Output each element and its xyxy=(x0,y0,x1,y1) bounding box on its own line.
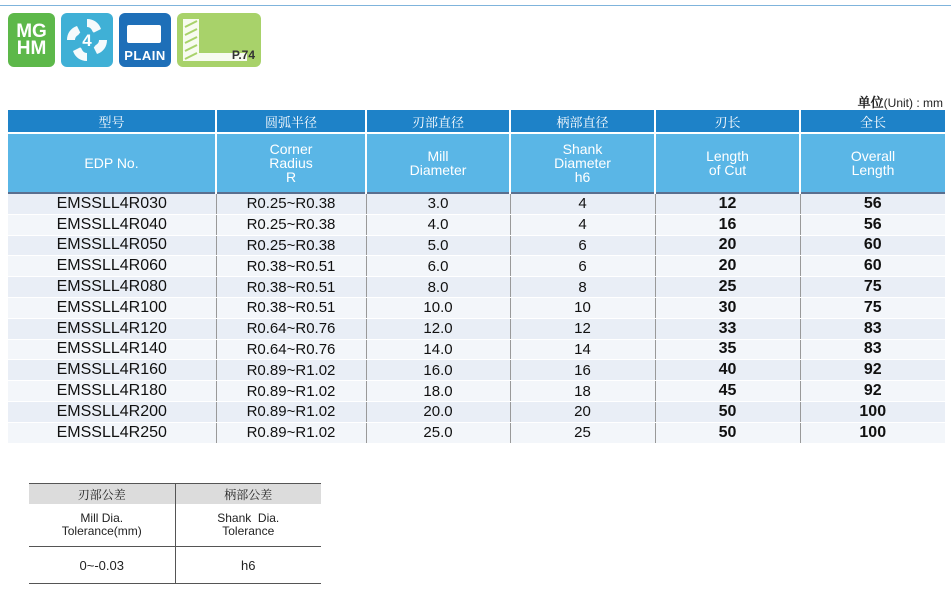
table-cell: EMSSLL4R140 xyxy=(8,339,216,360)
header-cn: 刃部直径 xyxy=(366,110,510,133)
table-row xyxy=(8,318,945,339)
material-line2: HM xyxy=(16,38,47,59)
table-cell: 6 xyxy=(510,235,655,256)
table-cell: 50 xyxy=(655,422,800,443)
table-cell: 25.0 xyxy=(366,422,510,443)
table-cell: R0.89~R1.02 xyxy=(216,381,366,402)
tolerance-cell: Shank Dia. Tolerance xyxy=(175,504,321,547)
header-row-en xyxy=(8,133,945,193)
table-row xyxy=(8,422,945,443)
unit-cn: 单位 xyxy=(857,95,884,110)
table-cell: EMSSLL4R030 xyxy=(8,193,216,214)
table-cell: R0.89~R1.02 xyxy=(216,401,366,422)
table-cell: R0.38~R0.51 xyxy=(216,277,366,298)
table-cell: R0.64~R0.76 xyxy=(216,318,366,339)
table-cell: 12 xyxy=(655,193,800,214)
header-en: EDP No. xyxy=(8,133,216,193)
tolerance-table xyxy=(29,483,321,584)
badge-row xyxy=(8,13,261,67)
header-en: Shank Diameter h6 xyxy=(510,133,655,193)
material-line1: MG xyxy=(16,21,47,42)
top-divider xyxy=(0,5,951,6)
table-cell: 4 xyxy=(510,214,655,235)
table-cell: 10.0 xyxy=(366,297,510,318)
tolerance-cell: 柄部公差 xyxy=(175,484,321,505)
table-cell: EMSSLL4R180 xyxy=(8,381,216,402)
table-cell: 14 xyxy=(510,339,655,360)
header-cn: 全长 xyxy=(800,110,945,133)
table-cell: EMSSLL4R250 xyxy=(8,422,216,443)
table-cell: 25 xyxy=(510,422,655,443)
header-cn: 刃长 xyxy=(655,110,800,133)
table-row xyxy=(8,381,945,402)
table-cell: 18 xyxy=(510,381,655,402)
header-en: Overall Length xyxy=(800,133,945,193)
header-en: Corner Radius R xyxy=(216,133,366,193)
table-cell: 16 xyxy=(655,214,800,235)
unit-en: (Unit) : mm xyxy=(883,96,943,110)
table-cell: EMSSLL4R060 xyxy=(8,256,216,277)
table-cell: 18.0 xyxy=(366,381,510,402)
spec-table xyxy=(8,110,945,444)
table-row xyxy=(8,360,945,381)
table-cell: 4 xyxy=(510,193,655,214)
tolerance-values xyxy=(29,547,321,584)
table-cell: 60 xyxy=(800,235,945,256)
shank-type-badge xyxy=(119,13,171,67)
header-cn: 柄部直径 xyxy=(510,110,655,133)
material-badge xyxy=(8,13,55,67)
flute-count: 4 xyxy=(82,31,92,50)
table-cell: 16.0 xyxy=(366,360,510,381)
table-cell: 100 xyxy=(800,422,945,443)
tolerance-cell: 0~-0.03 xyxy=(29,547,175,584)
table-cell: R0.38~R0.51 xyxy=(216,256,366,277)
table-cell: R0.25~R0.38 xyxy=(216,193,366,214)
table-cell: 12 xyxy=(510,318,655,339)
table-cell: 92 xyxy=(800,360,945,381)
table-row xyxy=(8,193,945,214)
header-row-cn xyxy=(8,110,945,133)
table-cell: 20 xyxy=(655,256,800,277)
table-cell: 75 xyxy=(800,297,945,318)
table-cell: 56 xyxy=(800,214,945,235)
tolerance-header-cn xyxy=(29,484,321,505)
table-cell: 6 xyxy=(510,256,655,277)
table-row xyxy=(8,214,945,235)
table-cell: R0.38~R0.51 xyxy=(216,297,366,318)
table-cell: R0.25~R0.38 xyxy=(216,214,366,235)
table-cell: 33 xyxy=(655,318,800,339)
table-cell: 45 xyxy=(655,381,800,402)
table-cell: R0.89~R1.02 xyxy=(216,422,366,443)
table-cell: 83 xyxy=(800,339,945,360)
table-cell: 50 xyxy=(655,401,800,422)
table-row xyxy=(8,401,945,422)
table-cell: EMSSLL4R200 xyxy=(8,401,216,422)
table-cell: 12.0 xyxy=(366,318,510,339)
table-row xyxy=(8,277,945,298)
shank-icon xyxy=(127,25,161,43)
table-cell: 40 xyxy=(655,360,800,381)
table-cell: 83 xyxy=(800,318,945,339)
table-cell: 4.0 xyxy=(366,214,510,235)
four-flute-icon xyxy=(61,13,113,67)
table-cell: 5.0 xyxy=(366,235,510,256)
table-cell: 20 xyxy=(655,235,800,256)
table-cell: 20 xyxy=(510,401,655,422)
table-cell: R0.64~R0.76 xyxy=(216,339,366,360)
flute-count-badge xyxy=(61,13,113,67)
table-row xyxy=(8,297,945,318)
table-cell: 25 xyxy=(655,277,800,298)
header-cn: 圆弧半径 xyxy=(216,110,366,133)
page-reference-badge xyxy=(177,13,261,67)
table-cell: EMSSLL4R040 xyxy=(8,214,216,235)
tolerance-cell: Mill Dia. Tolerance(mm) xyxy=(61,511,142,538)
table-cell: 30 xyxy=(655,297,800,318)
table-cell: 16 xyxy=(510,360,655,381)
tolerance-cell: 刃部公差 xyxy=(29,484,175,505)
table-row xyxy=(8,235,945,256)
header-en: Mill Diameter xyxy=(366,133,510,193)
table-cell: 3.0 xyxy=(366,193,510,214)
table-row xyxy=(8,339,945,360)
table-cell: 20.0 xyxy=(366,401,510,422)
table-cell: 56 xyxy=(800,193,945,214)
header-en: Length of Cut xyxy=(655,133,800,193)
table-cell: 8.0 xyxy=(366,277,510,298)
table-cell: EMSSLL4R160 xyxy=(8,360,216,381)
table-cell: R0.25~R0.38 xyxy=(216,235,366,256)
table-cell: 92 xyxy=(800,381,945,402)
table-cell: 35 xyxy=(655,339,800,360)
table-cell: 6.0 xyxy=(366,256,510,277)
table-cell: EMSSLL4R080 xyxy=(8,277,216,298)
header-cn: 型号 xyxy=(8,110,216,133)
table-cell: 60 xyxy=(800,256,945,277)
table-cell: R0.89~R1.02 xyxy=(216,360,366,381)
table-cell: EMSSLL4R100 xyxy=(8,297,216,318)
tolerance-header-en xyxy=(29,504,321,547)
tolerance-cell: h6 xyxy=(175,547,321,584)
table-cell: 10 xyxy=(510,297,655,318)
unit-label xyxy=(858,92,943,111)
table-cell: 8 xyxy=(510,277,655,298)
table-cell: 100 xyxy=(800,401,945,422)
table-cell: 14.0 xyxy=(366,339,510,360)
table-cell: 75 xyxy=(800,277,945,298)
table-cell: EMSSLL4R120 xyxy=(8,318,216,339)
page-ref: P.74 xyxy=(231,48,255,62)
table-row xyxy=(8,256,945,277)
shank-type-label: PLAIN xyxy=(124,48,166,63)
table-cell: EMSSLL4R050 xyxy=(8,235,216,256)
